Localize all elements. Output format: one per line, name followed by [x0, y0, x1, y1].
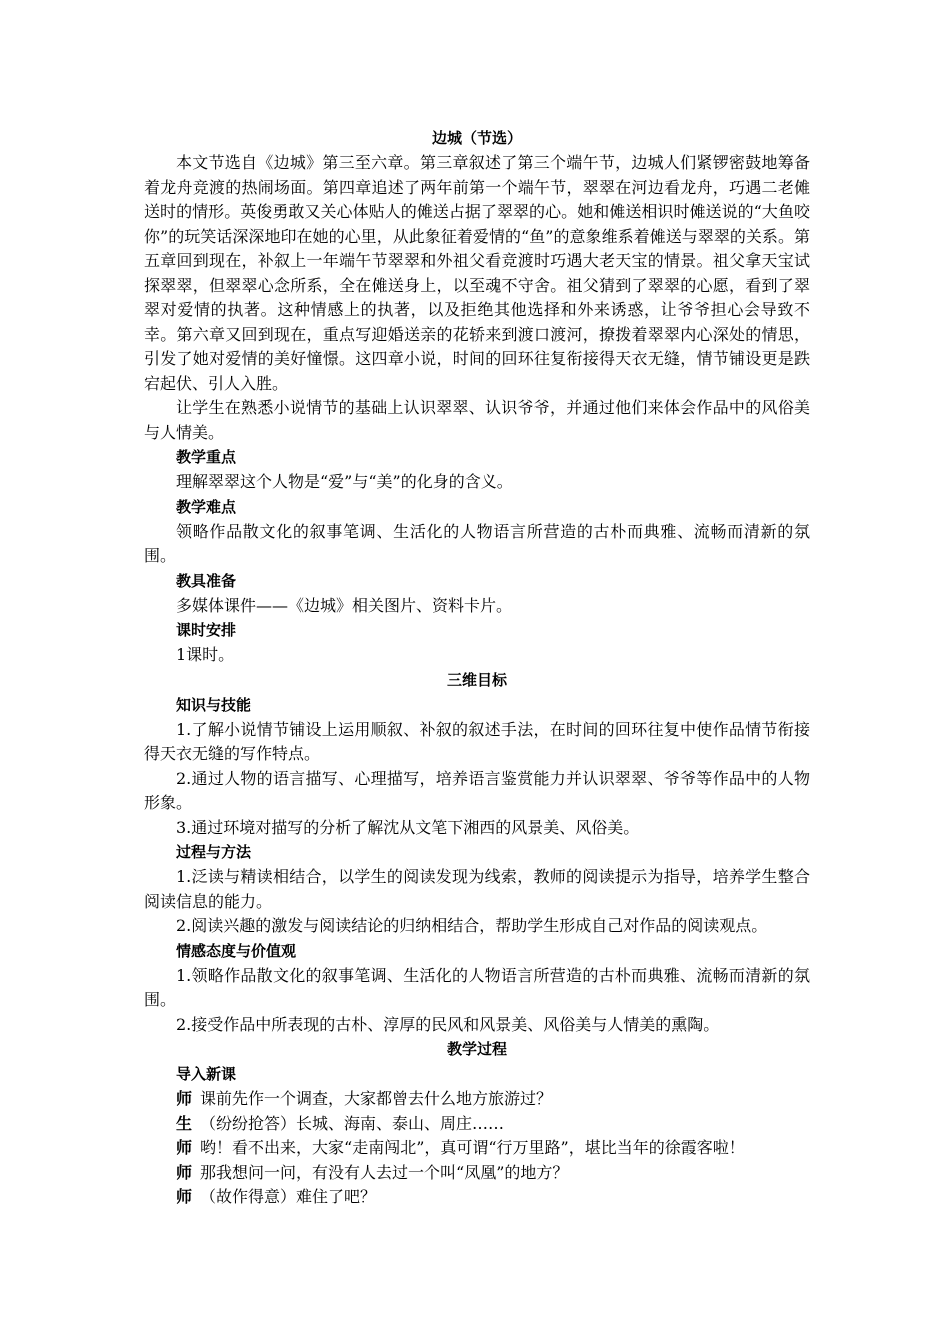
dialog-speaker: 生 — [176, 1113, 193, 1133]
dialog-line — [144, 1087, 810, 1112]
process-method-heading: 过程与方法 — [176, 843, 252, 861]
tools-heading: 教具准备 — [176, 571, 237, 590]
teaching-process-title: 教学过程 — [446, 1040, 507, 1058]
emotion-item-2: 2.接受作品中所表现的古朴、淳厚的民风和风景美、风俗美与人情美的熏陶。 — [176, 1014, 720, 1034]
schedule-heading: 课时安排 — [176, 621, 237, 639]
dialog-line — [144, 1161, 810, 1186]
dialog-text: 课前先作一个调查，大家都曾去什么地方旅游过？ — [200, 1089, 553, 1108]
dialog-speaker: 师 — [176, 1187, 193, 1206]
knowledge-item-3: 3.通过环境对描写的分析了解沈从文笔下湘西的风景美、风俗美。 — [176, 817, 640, 837]
dialog-line — [144, 1112, 810, 1137]
key-points-text: 理解翠翠这个人物是“爱”与“美”的化身的含义。 — [176, 472, 513, 491]
knowledge-heading: 知识与技能 — [176, 695, 252, 714]
dialog-line — [144, 1136, 810, 1161]
document-body — [144, 126, 810, 1210]
dialog-line — [144, 1185, 810, 1210]
knowledge-item-2: 2.通过人物的语言描写、心理描写，培养语言鉴赏能力并认识翠翠、爷爷等作品中的人物形象。 — [144, 768, 810, 812]
key-points-heading: 教学重点 — [176, 448, 237, 466]
intro-paragraph-1: 本文节选自《边城》第三至六章。第三章叙述了第三个端午节，边城人们紧锣密鼓地筹备着龙舟竞渡的热闹场面。第四章追述了两年前第一个端午节，翠翠在河边看龙舟，巧遇二老傩送时的情形。英俊勇敢又关心体贴人的傩送占据了翠翠的心。她和傩送相识时傩送说的“大鱼咬你”的玩笑话深深地印在她的心里，从此象征着爱情的“鱼”的意象维系着傩送与翠翠的关系。第五章回到现在，补叙上一年端午节翠翠和外祖父看竞渡时巧遇大老天宝的情景。祖父拿天宝试探翠翠，但翠翠心念所系，全在傩送身上，以至魂不守舍。祖父猜到了翠翠的心愿，看到了翠翠对爱情的执著。这种情感上的执著，以及拒绝其他选择和外来诱惑，让爷爷担心会导致不幸。第六章又回到现在，重点写迎婚送亲的花轿来到渡口渡河，撩拨着翠翠内心深处的情思，引发了她对爱情的美好憧憬。这四章小说，时间的回环往复衔接得天衣无缝，情节铺设更是跌宕起伏、引人入胜。 — [144, 153, 810, 393]
tools-text: 多媒体课件——《边城》相关图片、资料卡片。 — [176, 595, 513, 615]
document-title: 边城（节选） — [431, 129, 522, 147]
dialog-text: （纷纷抢答）长城、海南、泰山、周庄…… — [200, 1113, 505, 1133]
difficulty-text: 领略作品散文化的叙事笔调、生活化的人物语言所营造的古朴而典雅、流畅而清新的氛围。 — [144, 521, 810, 565]
intro-paragraph-2: 让学生在熟悉小说情节的基础上认识翠翠、认识爷爷，并通过他们来体会作品中的风俗美与人情美。 — [144, 398, 810, 442]
difficulty-heading: 教学难点 — [176, 497, 237, 516]
goals-title: 三维目标 — [446, 670, 507, 689]
dialog-text: （故作得意）难住了吧？ — [200, 1187, 377, 1206]
process-item-1: 1.泛读与精读相结合，以学生的阅读发现为线索，教师的阅读提示为指导，培养学生整合阅读信息的能力。 — [144, 867, 810, 911]
dialog-text: 那我想问一问，有没有人去过一个叫“凤凰”的地方？ — [200, 1162, 569, 1182]
schedule-text: 1课时。 — [176, 645, 235, 664]
process-item-2: 2.阅读兴趣的激发与阅读结论的归纳相结合，帮助学生形成自己对作品的阅读观点。 — [176, 916, 768, 935]
emotion-item-1: 1.领略作品散文化的叙事笔调、生活化的人物语言所营造的古朴而典雅、流畅而清新的氛围。 — [144, 965, 810, 1009]
dialog-text: 哟！看不出来，大家“走南闯北”，真可谓“行万里路”，堪比当年的徐霞客啦！ — [200, 1138, 745, 1157]
dialog-speaker: 师 — [176, 1089, 193, 1108]
emotion-heading: 情感态度与价值观 — [176, 941, 297, 960]
dialog-speaker: 师 — [176, 1162, 193, 1182]
lead-in-heading: 导入新课 — [176, 1065, 237, 1083]
dialog-speaker: 师 — [176, 1138, 193, 1157]
knowledge-item-1: 1.了解小说情节铺设上运用顺叙、补叙的叙述手法，在时间的回环往复中使作品情节衔接得天衣无缝的写作特点。 — [144, 719, 810, 763]
